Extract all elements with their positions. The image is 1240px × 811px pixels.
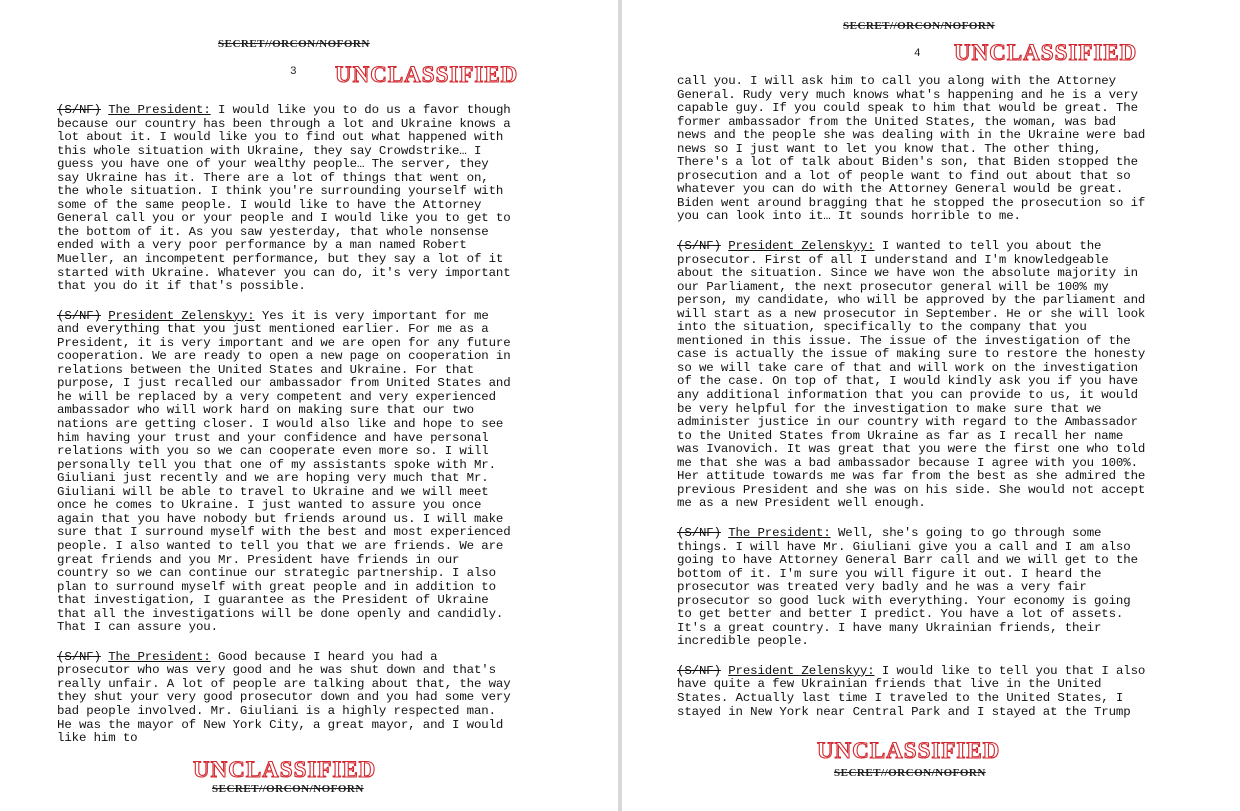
transcript-body <box>57 104 517 762</box>
speaker-label: The President: <box>728 525 831 540</box>
header-classification: SECRET//ORCON/NOFORN <box>843 20 995 32</box>
paragraph-continuation <box>677 75 1147 224</box>
speaker-label: The President: <box>108 649 211 664</box>
unclassified-stamp-top: UNCLASSIFIED <box>335 62 519 87</box>
page-number: 4 <box>914 48 921 60</box>
paragraph-president-1 <box>57 104 517 294</box>
classification-marking: (S/NF) <box>57 649 101 664</box>
classification-marking: (S/NF) <box>57 103 101 117</box>
paragraph-text: I would like you to do us a favor though because our country has been through a lot and Ukraine knows a lot about it. I would like you to find out what happened with this whole situation with Ukraine, they say Crowdstrike… I guess you have one of your wealthy people… The server, they say Ukraine has it. There are a lot of things that went on, the whole situation. I think you're surrounding yourself with some of the same people. I would like to have the Attorney General call you or your people and I would like you to get to the bottom of it. As you saw yesterday, that whole nonsense ended with a very poor performance by a man named Robert Mueller, an incompetent performance, but they say a lot of it started with Ukraine. Whatever you can do, it's very important that you do it if that's possible. <box>57 103 511 294</box>
classification-marking: (S/NF) <box>57 308 101 323</box>
paragraph-zelenskyy-2 <box>677 240 1147 511</box>
speaker-label: President Zelenskyy: <box>728 663 875 678</box>
paragraph-president-2 <box>57 651 517 746</box>
unclassified-stamp-bottom: UNCLASSIFIED <box>817 738 1001 763</box>
speaker-label: The President: <box>108 103 211 117</box>
header-classification: SECRET//ORCON/NOFORN <box>218 38 370 50</box>
speaker-label: President Zelenskyy: <box>108 308 255 323</box>
paragraph-text: I wanted to tell you about the prosecutor. First of all I understand and I'm knowledgeable about the situation. Since we have won the absolute majority in our Parliament, the next prosecutor general will be 100% my person, my candidate, who will be approved by the parliament and will start as a new prosecutor in September. He or she will look into the situation, specifically to the company that you mentioned in this issue. The issue of the investigation of the case is actually the issue of making sure to restore the honesty so we will take care of that and will work on the investigation of the case. On top of that, I would kindly ask you if you have any additional information that you can provide to us, it would be very helpful for the investigation to make sure that we administer justice in our country with regard to the Ambassador to the United States from Ukraine as far as I recall her name was Ivanovich. It was great that you were the first one who told me that she was a bad ambassador because I agree with you 100%. Her attitude towards me was far from the best as she admired the previous President and she was on his side. She would not accept me as a new President well enough. <box>677 239 1146 511</box>
paragraph-president-3 <box>677 527 1147 649</box>
paragraph-zelenskyy-3 <box>677 665 1147 719</box>
footer-classification: SECRET//ORCON/NOFORN <box>212 783 364 795</box>
transcript-body <box>677 75 1147 735</box>
paragraph-zelenskyy-1 <box>57 310 517 635</box>
classification-marking: (S/NF) <box>677 239 721 254</box>
unclassified-stamp-top: UNCLASSIFIED <box>954 40 1138 65</box>
paragraph-text: call you. I will ask him to call you along with the Attorney General. Rudy very much knows what's happening and he is a very capable guy. If you could speak to him that would be great. The former ambassador from the United States, the woman, was bad news and the people she was dealing with in the Ukraine were bad news so I just want to let you know that. The other thing, There's a lot of talk about Biden's son, that Biden stopped the prosecution and a lot of people want to find out about that so whatever you can do with the Attorney General would be great. Biden went around bragging that he stopped the prosecution so if you can look into it… It sounds horrible to me. <box>677 74 1146 224</box>
paragraph-text: Yes it is very important for me and everything that you just mentioned earlier. For me as a President, it is very important and we are open for any future cooperation. We are ready to open a new page on cooperation in relations between the United States and Ukraine. For that purpose, I just recalled our ambassador from United States and he will be replaced by a very competent and very experienced ambassador who will work hard on making sure that our two nations are getting closer. I would also like and hope to see him having your trust and your confidence and have personal relations with you so we can cooperate even more so. I will personally tell you that one of my assistants spoke with Mr. Giuliani just recently and we are hoping very much that Mr. Giuliani will be able to travel to Ukraine and we will meet once he comes to Ukraine. I just wanted to assure you once again that you have nobody but friends around us. I will make sure that I surround myself with the best and most experienced people. I also wanted to tell you that we are friends. We are great friends and you Mr. President have friends in our country so we can continue our strategic partnership. I also plan to surround myself with great people and in addition to that investigation, I guarantee as the President of Ukraine that all the investigations will be done openly and candidly. That I can assure you. <box>57 308 511 635</box>
page-number: 3 <box>290 66 297 78</box>
classification-marking: (S/NF) <box>677 525 721 540</box>
classification-marking: (S/NF) <box>677 663 721 678</box>
footer-classification: SECRET//ORCON/NOFORN <box>834 767 986 779</box>
speaker-label: President Zelenskyy: <box>728 239 875 254</box>
document-page-3 <box>0 0 618 811</box>
paragraph-text: Well, she's going to go through some things. I will have Mr. Giuliani give you a call and I am also going to have Attorney General Barr call and we will get to the bottom of it. I'm sure you will figure it out. I heard the prosecutor was treated very badly and he was a very fair prosecutor so good luck with everything. Your economy is going to get better and better I predict. You have a lot of assets. It's a great country. I have many Ukrainian friends, their incredible people. <box>677 525 1138 649</box>
unclassified-stamp-bottom: UNCLASSIFIED <box>193 757 377 782</box>
document-page-4 <box>622 0 1240 811</box>
paragraph-text: Good because I heard you had a prosecutor who was very good and he was shut down and that's really unfair. A lot of people are talking about that, the way they shut your very good prosecutor down and you had some very bad people involved. Mr. Giuliani is a highly respected man. He was the mayor of New York City, a great mayor, and I would like him to <box>57 649 511 746</box>
paragraph-text: I would like to tell you that I also have quite a few Ukrainian friends that live in the United States. Actually last time I traveled to the United States, I stayed in New York near Central Park and I stayed at the Trump <box>677 663 1146 719</box>
